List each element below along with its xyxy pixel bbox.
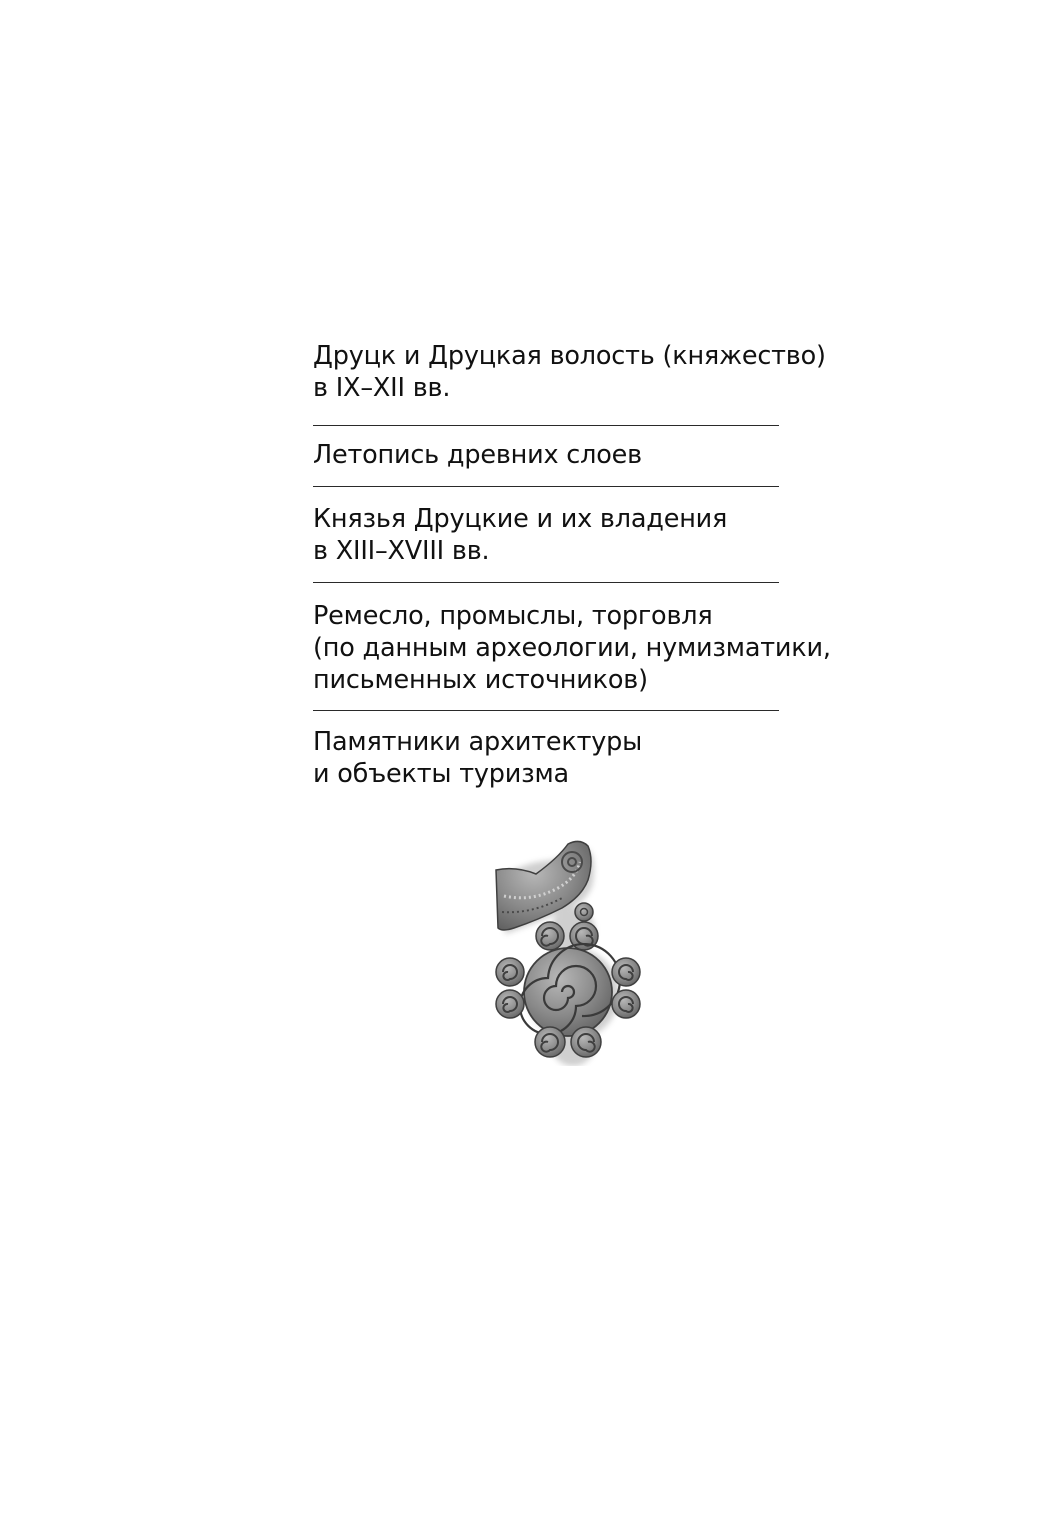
entry-title-line: Летопись древних слоев bbox=[313, 440, 642, 470]
entry-title-line: Памятники архитектуры bbox=[313, 727, 643, 757]
entry-title-line: в XIII–XVIII вв. bbox=[313, 536, 490, 566]
contents-entry-druck-volost bbox=[313, 335, 826, 425]
table-of-contents bbox=[313, 335, 831, 790]
entry-title-line: Ремесло, промыслы, торговля bbox=[313, 601, 713, 631]
entry-title-line: (по данным археологии, нумизматики, bbox=[313, 633, 831, 663]
spiral-ornament-artifact-icon bbox=[488, 836, 648, 1066]
contents-entry-architecture-tourism bbox=[313, 711, 779, 790]
contents-entry-ancient-layers bbox=[313, 426, 779, 486]
entry-title-line: Князья Друцкие и их владения bbox=[313, 504, 728, 534]
contents-entry-druck-princes bbox=[313, 487, 779, 582]
entry-title-line: Друцк и Друцкая волость (княжество) bbox=[313, 341, 826, 371]
contents-entry-crafts-trade bbox=[313, 583, 831, 710]
entry-title-line: в IX–XII вв. bbox=[313, 373, 451, 403]
entry-title-line: письменных источников) bbox=[313, 665, 648, 695]
entry-title-line: и объекты туризма bbox=[313, 759, 569, 789]
